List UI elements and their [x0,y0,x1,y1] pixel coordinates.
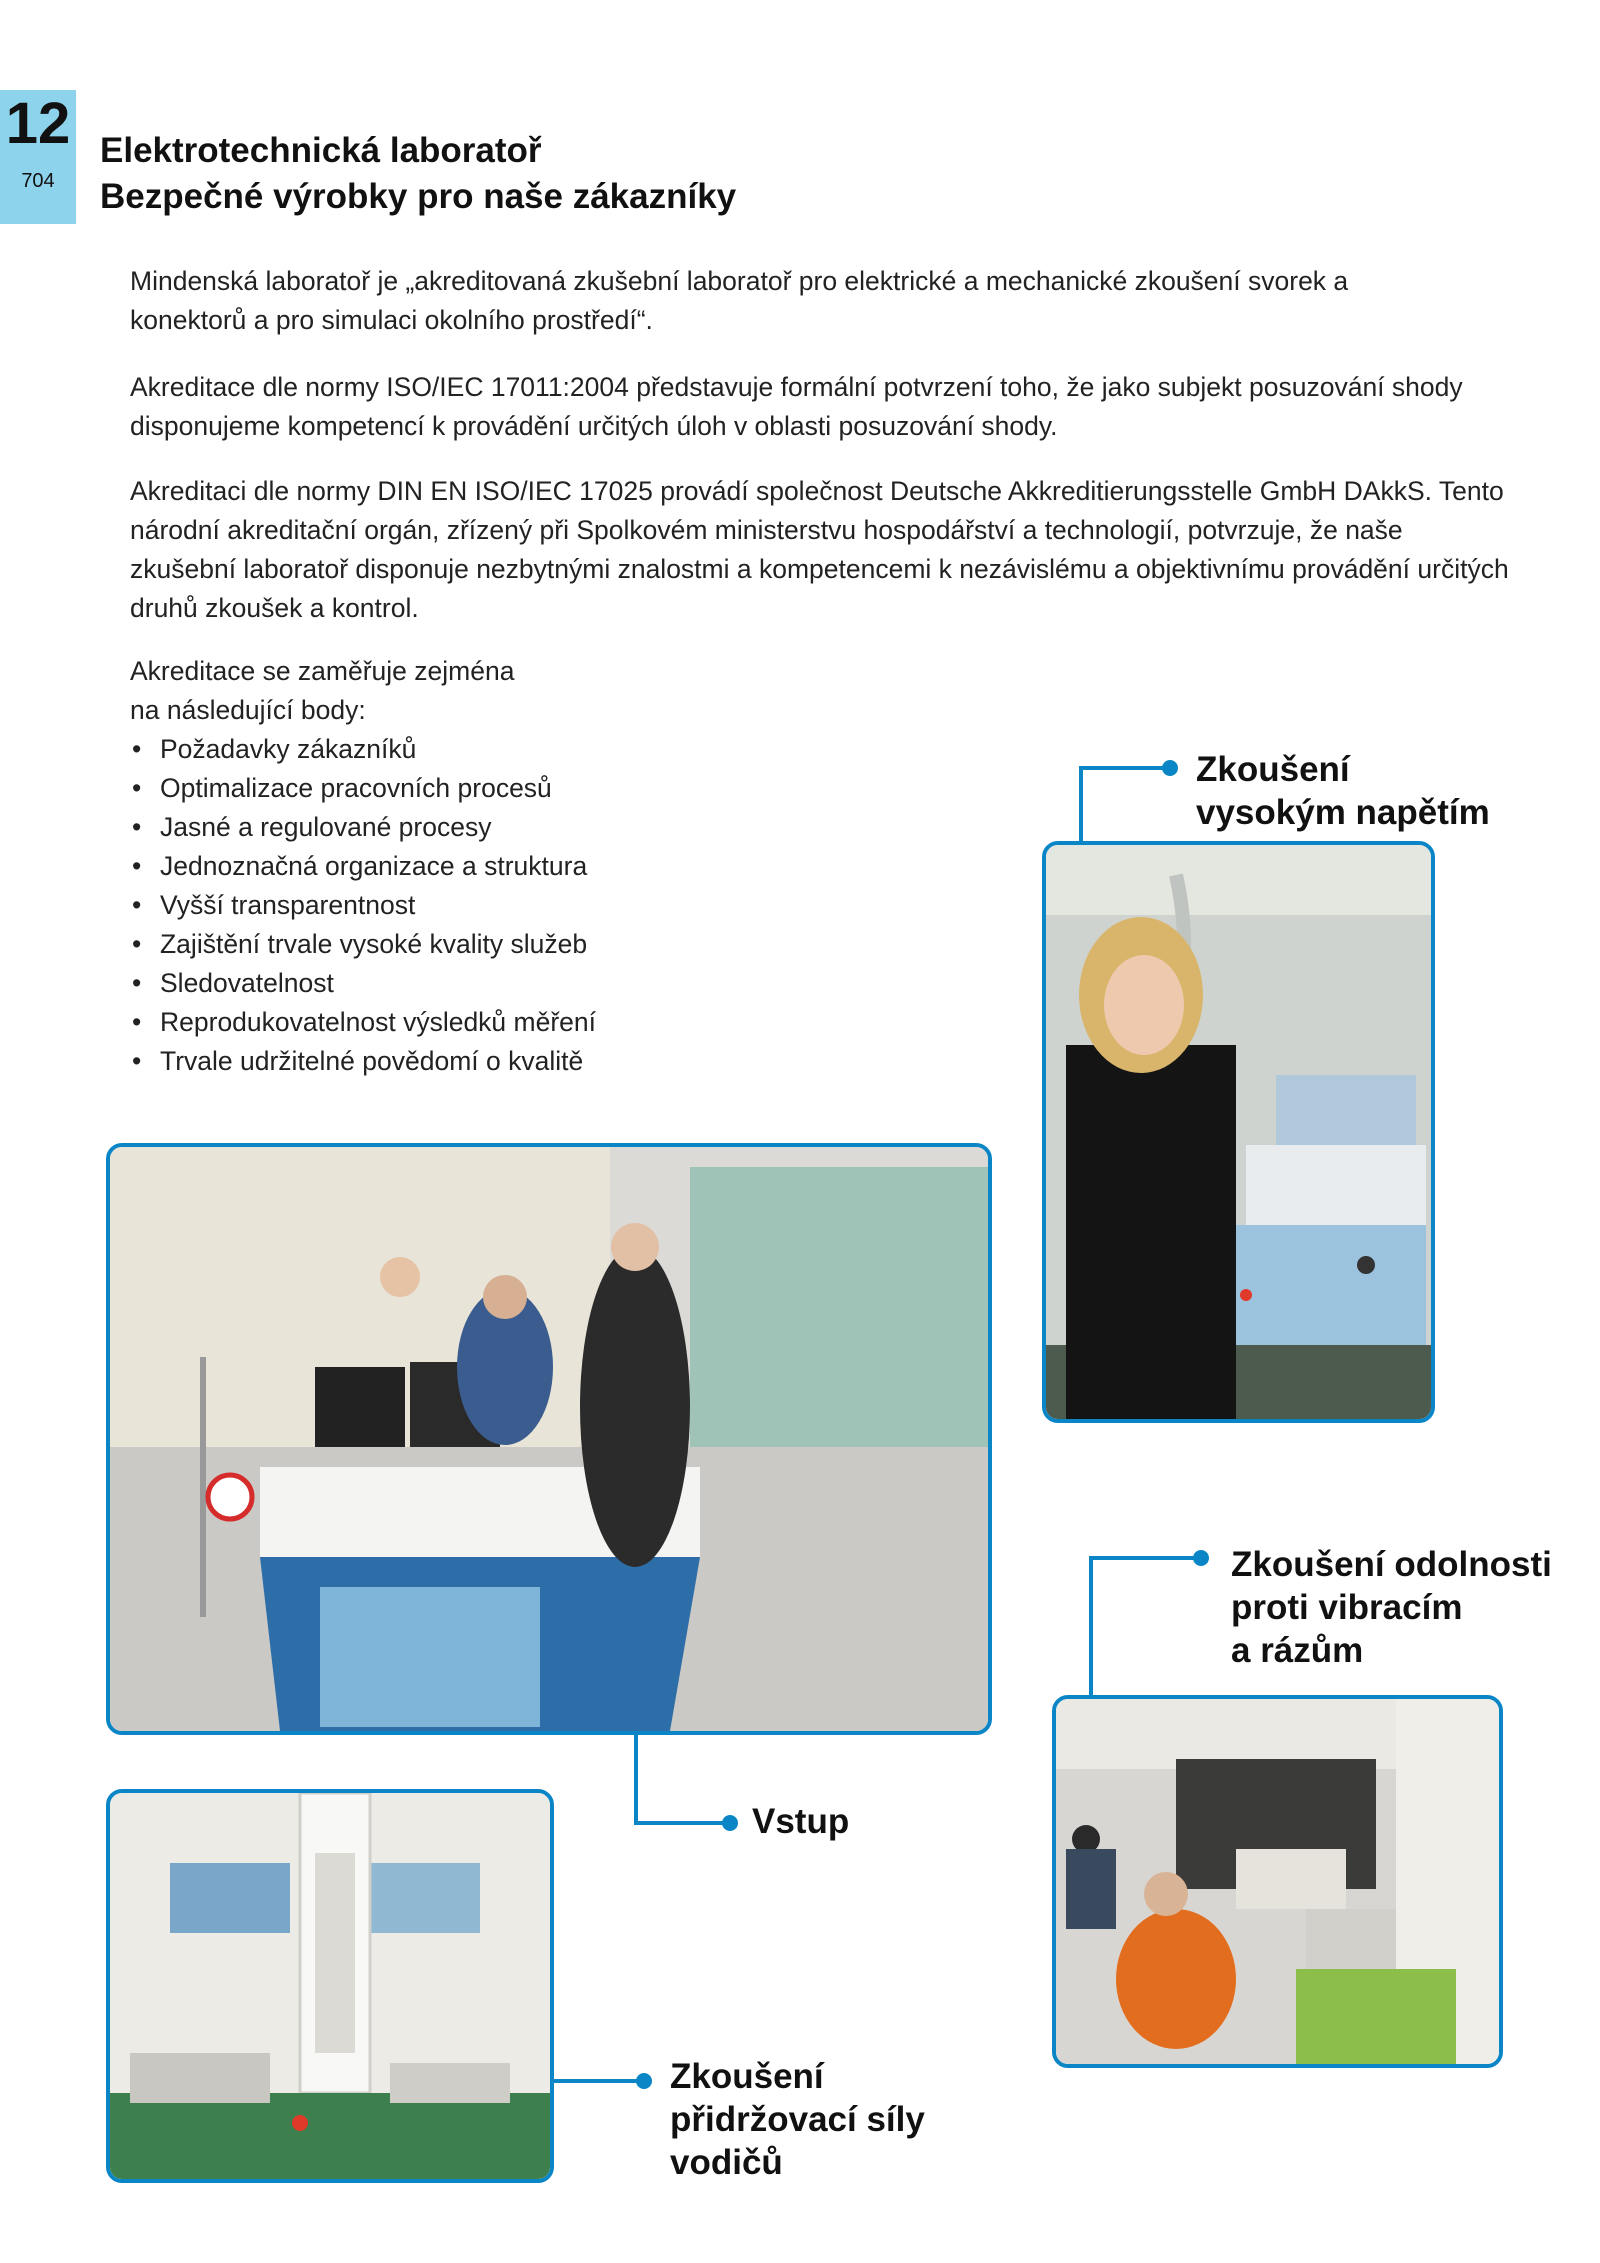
caption-entrance [752,1800,849,1843]
photo-entrance [106,1143,992,1735]
focus-list [130,652,690,1081]
focus-items [130,730,690,1081]
list-item: • Trvale udržitelné povědomí o kvalitě [130,1042,690,1081]
caption-line: vodičů [670,2143,783,2182]
caption-line: Zkoušení [1196,750,1350,789]
photo-high-voltage-testing [1042,841,1435,1423]
paragraph-iso-17025: Akreditaci dle normy DIN EN ISO/IEC 17025 provádí společnost Deutsche Akkreditierungsstelle GmbH DAkkS. Tento národní akreditační orgán, zřízený při Spolkovém ministerstvu hospodářství a technologií, potvrzuje, že naše zkušební laboratoř disponuje nezbytnými znalostmi a kompetencemi k nezávislému a objektivnímu provádění určitých druhů zkoušek a kontrol. [130,476,1509,623]
caption-holding-force [670,2055,925,2184]
caption-high-voltage [1196,748,1490,834]
caption-line: proti vibracím [1231,1588,1463,1627]
high-voltage-illustration [1046,845,1431,1419]
title-line-2: Bezpečné výrobky pro naše zákazníky [100,177,737,216]
connector-vibration-vertical [1089,1556,1093,1696]
page-number: 704 [21,170,55,192]
paragraph-lab-intro: Mindenská laboratoř je „akreditovaná zkušební laboratoř pro elektrické a mechanické zkoušení svorek a konektorů a pro simulaci okolního prostředí“. [130,266,1349,335]
list-item: • Jednoznačná organizace a struktura [130,847,690,886]
chapter-number: 12 [5,91,71,156]
photo-holding-force-testing [106,1789,554,2183]
connector-entrance-horizontal [634,1821,728,1825]
connector-dot-icon [1162,760,1178,776]
paragraph-iso-17011: Akreditace dle normy ISO/IEC 17011:2004 představuje formální potvrzení toho, že jako subjekt posuzování shody disponujeme kompetencí k provádění určitých úloh v oblasti posuzování shody. [130,372,1463,441]
list-item: • Optimalizace pracovních procesů [130,769,690,808]
connector-dot-icon [1193,1550,1209,1566]
caption-vibration [1231,1543,1552,1672]
holding-force-illustration [110,1793,550,2179]
title-line-1: Elektrotechnická laboratoř [100,131,542,170]
connector-entrance-vertical [634,1733,638,1825]
entrance-illustration [110,1147,988,1731]
list-item: • Jasné a regulované procesy [130,808,690,847]
caption-line: Zkoušení odolnosti [1231,1545,1552,1584]
list-item: • Požadavky zákazníků [130,730,690,769]
connector-high-voltage-horizontal [1079,766,1169,770]
caption-line: Zkoušení [670,2057,824,2096]
connector-dot-icon [636,2073,652,2089]
connector-high-voltage-vertical [1079,766,1083,842]
caption-line: vysokým napětím [1196,793,1490,832]
connector-dot-icon [722,1815,738,1831]
caption-line: a rázům [1231,1631,1364,1670]
focus-intro-line-1: Akreditace se zaměřuje zejména [130,656,515,686]
caption-line: Vstup [752,1802,850,1841]
chapter-tab [0,90,76,224]
list-item: • Reprodukovatelnost výsledků měření [130,1003,690,1042]
focus-intro-line-2: na následující body: [130,695,366,725]
vibration-illustration [1056,1699,1499,2064]
connector-vibration-horizontal [1089,1556,1199,1560]
list-item: • Sledovatelnost [130,964,690,1003]
list-item: • Zajištění trvale vysoké kvality služeb [130,925,690,964]
page-title [100,128,736,220]
caption-line: přidržovací síly [670,2100,925,2139]
photo-vibration-testing [1052,1695,1503,2068]
list-item: • Vyšší transparentnost [130,886,690,925]
connector-holding-force-horizontal [552,2079,642,2083]
